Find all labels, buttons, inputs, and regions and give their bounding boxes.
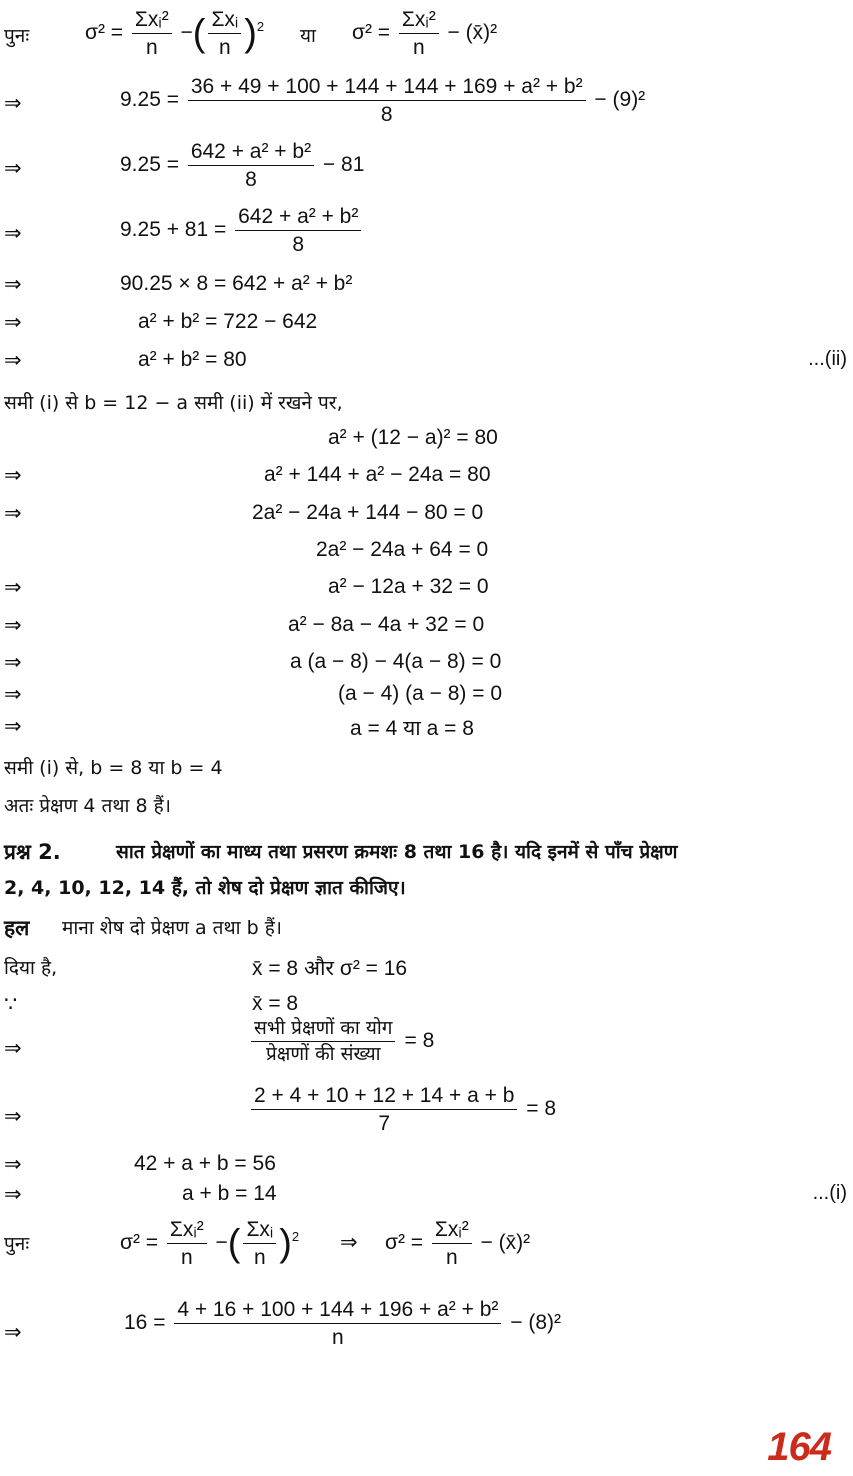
step-expression: a² + b² = 722 − 642 (138, 310, 318, 333)
step-line (0, 346, 853, 380)
question-text: सात प्रेक्षणों का माध्य तथा प्रसरण क्रमशः 8 तथा 16 है। यदि इनमें से पाँच प्रेक्षण (116, 841, 678, 863)
step-expression: 9.25 + 81 = $\frac{\text{642 + a² + b²}}{8}$ (120, 205, 364, 256)
solution-line (0, 912, 853, 946)
step-expression: 9.25 = $\frac{\text{642 + a² + b²}}{8}$ − 81 (120, 140, 365, 192)
step-line (0, 461, 853, 495)
implies-arrow: ⇒ (4, 501, 22, 525)
step-line (0, 499, 853, 533)
mean-fraction: $\frac{\text{सभी प्रेक्षणों का योग}}{\text{प्रेक्षणों की संख्या}}$ = 8 (248, 1018, 434, 1065)
implies-arrow: ⇒ (4, 1036, 22, 1060)
implies-arrow: ⇒ (4, 463, 22, 487)
substitution-text: समी (i) से b = 12 − a समी (ii) में रखने पर, (4, 392, 343, 414)
implies-arrow: ⇒ (4, 310, 22, 334)
step-expression: a² + b² = 80 (138, 348, 247, 371)
step-line (0, 712, 853, 746)
step-line (0, 1018, 853, 1080)
variance-formula-1: σ² = $\frac{\text{Σxᵢ²}}{n}$ −( $\frac{\text{Σxᵢ}}{n}$ )$^2$ (85, 8, 265, 60)
step-line (0, 308, 853, 342)
formula-line-variance (0, 1218, 853, 1280)
step-line (0, 1150, 853, 1184)
step-expression: 9.25 = $\frac{\text{36 + 49 + 100 + 144 + 144 + 169 + a² + b²}}{8}$ − (9)² (120, 75, 646, 127)
step-line (0, 205, 853, 267)
implies-arrow: ⇒ (4, 1152, 22, 1176)
step-expression: a = 4 या a = 8 (350, 717, 474, 740)
step-line (0, 536, 853, 570)
step-line (0, 573, 853, 607)
step-expression: $\frac{2 + 4 + 10 + 12 + 14 + a + b}{7}$ = 8 (248, 1084, 556, 1135)
step-expression: 16 = $\frac{\text{4 + 16 + 100 + 144 + 196 + a² + b²}}{n}$ − (8)² (124, 1298, 562, 1350)
implies-arrow: ⇒ (4, 613, 22, 637)
result-text: समी (i) से, b = 8 या b = 4 (4, 757, 223, 779)
equation-tag: ...(ii) (808, 348, 847, 370)
implies-arrow: ⇒ (4, 221, 22, 245)
step-expression: 42 + a + b = 56 (134, 1152, 276, 1175)
or-word: या (300, 25, 316, 47)
step-expression: a² + (12 − a)² = 80 (328, 426, 498, 449)
implies-arrow: ⇒ (4, 682, 22, 706)
step-expression: 90.25 × 8 = 642 + a² + b² (120, 272, 353, 295)
step-expression: a + b = 14 (182, 1182, 277, 1205)
implies-arrow: ⇒ (4, 91, 22, 115)
step-line (0, 75, 853, 137)
given-label: दिया है, (4, 957, 58, 979)
step-line (0, 1298, 853, 1360)
step-line (0, 270, 853, 304)
step-line (0, 1180, 853, 1214)
text-line (0, 790, 853, 824)
implies-arrow: ⇒ (4, 348, 22, 372)
again-label: पुनः (4, 1233, 30, 1255)
text-line (0, 752, 853, 786)
conclusion-text: अतः प्रेक्षण 4 तथा 8 हैं। (4, 795, 171, 817)
formula-line-variance (0, 8, 853, 70)
since-math: x̄ = 8 (252, 992, 299, 1015)
implies-arrow: ⇒ (340, 1230, 358, 1254)
question-heading (0, 836, 853, 870)
question-label: प्रश्न 2. (4, 840, 61, 864)
implies-arrow: ⇒ (4, 650, 22, 674)
solution-label: हल (4, 916, 30, 940)
step-expression: a² + 144 + a² − 24a = 80 (264, 463, 491, 486)
implies-arrow: ⇒ (4, 714, 22, 738)
again-label: पुनः (4, 25, 30, 47)
equation-tag: ...(i) (812, 1182, 847, 1204)
variance-formula-1: σ² = $\frac{\text{Σxᵢ²}}{n}$ −( $\frac{\text{Σxᵢ}}{n}$ )$^2$ (120, 1218, 300, 1270)
step-line (0, 648, 853, 682)
implies-arrow: ⇒ (4, 1320, 22, 1344)
variance-formula-2: σ² = $\frac{\text{Σxᵢ²}}{n}$ − (x̄)² (385, 1218, 531, 1270)
step-line (0, 680, 853, 714)
step-line (0, 611, 853, 645)
implies-arrow: ⇒ (4, 156, 22, 180)
since-symbol: ∵ (4, 992, 18, 1016)
step-line (0, 1084, 853, 1146)
question-line (0, 872, 853, 906)
step-line (0, 424, 853, 458)
step-expression: a² − 8a − 4a + 32 = 0 (288, 613, 485, 636)
variance-formula-2: σ² = $\frac{\text{Σxᵢ²}}{n}$ − (x̄)² (352, 8, 498, 60)
implies-arrow: ⇒ (4, 575, 22, 599)
implies-arrow: ⇒ (4, 1182, 22, 1206)
step-expression: 2a² − 24a + 144 − 80 = 0 (252, 501, 484, 524)
implies-arrow: ⇒ (4, 272, 22, 296)
implies-arrow: ⇒ (4, 1104, 22, 1128)
step-expression: a² − 12a + 32 = 0 (328, 575, 489, 598)
text-line (0, 386, 853, 420)
given-line (0, 952, 853, 986)
given-math: x̄ = 8 और σ² = 16 (252, 957, 408, 980)
step-expression: a (a − 8) − 4(a − 8) = 0 (290, 650, 502, 673)
step-expression: (a − 4) (a − 8) = 0 (338, 682, 503, 705)
question-text: 2, 4, 10, 12, 14 हैं, तो शेष दो प्रेक्षण ज्ञात कीजिए। (4, 877, 406, 899)
step-expression: 2a² − 24a + 64 = 0 (316, 538, 489, 561)
step-line (0, 140, 853, 202)
page-number: 164 (767, 1425, 831, 1469)
solution-text: माना शेष दो प्रेक्षण a तथा b हैं। (62, 917, 282, 939)
